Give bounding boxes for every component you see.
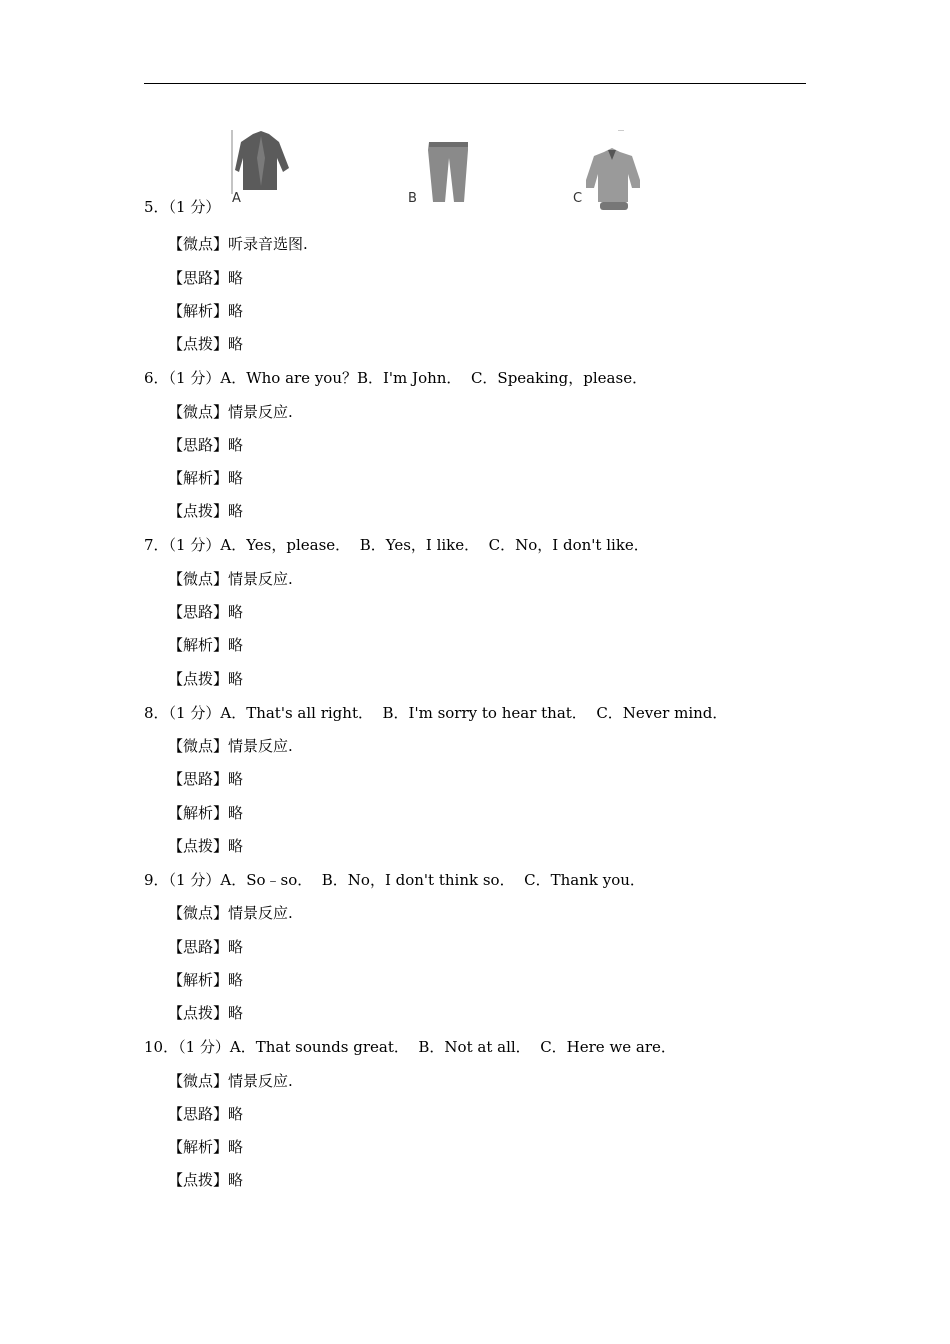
question-5-stem: 5．（1 分） [144, 198, 221, 216]
trousers-icon [424, 140, 472, 204]
q6-note-silu: 【思路】略 [168, 436, 244, 454]
choice-a-label: A [232, 191, 241, 206]
q10-note-silu: 【思路】略 [168, 1105, 244, 1123]
q5-note-weidian: 【微点】听录音选图. [168, 235, 308, 253]
q6-note-dianbo: 【点拨】略 [168, 502, 244, 520]
q8-note-weidian: 【微点】情景反应. [168, 737, 293, 755]
choice-c-image [584, 130, 644, 212]
q7-note-weidian: 【微点】情景反应. [168, 570, 293, 588]
q8-note-jiexi: 【解析】略 [168, 804, 244, 822]
q9-note-silu: 【思路】略 [168, 938, 244, 956]
q9-note-dianbo: 【点拨】略 [168, 1004, 244, 1022]
question-9-stem: 9．（1 分）A．So﹣so． B．No，I don't think so． C．Thank you． [144, 871, 645, 889]
q10-note-jiexi: 【解析】略 [168, 1138, 244, 1156]
choice-b-image [424, 140, 472, 204]
q6-note-weidian: 【微点】情景反应. [168, 403, 293, 421]
q5-note-silu: 【思路】略 [168, 269, 244, 287]
question-8-stem: 8．（1 分）A．That's all right． B．I'm sorry to hear that． C．Never mind． [144, 704, 728, 722]
q5-note-dianbo: 【点拨】略 [168, 335, 244, 353]
q9-note-weidian: 【微点】情景反应. [168, 904, 293, 922]
q8-note-dianbo: 【点拨】略 [168, 837, 244, 855]
jacket-icon [231, 128, 293, 196]
choice-a-image [231, 128, 293, 196]
choice-c-label: C [573, 191, 583, 206]
q5-note-jiexi: 【解析】略 [168, 302, 244, 320]
q9-note-jiexi: 【解析】略 [168, 971, 244, 989]
q7-note-dianbo: 【点拨】略 [168, 670, 244, 688]
q8-note-silu: 【思路】略 [168, 770, 244, 788]
choice-b-label: B [408, 191, 417, 206]
q7-note-silu: 【思路】略 [168, 603, 244, 621]
question-6-stem: 6．（1 分）A．Who are you？B．I'm John． C．Speaking，please． [144, 369, 648, 387]
q7-note-jiexi: 【解析】略 [168, 636, 244, 654]
header-rule [144, 83, 806, 84]
question-7-stem: 7．（1 分）A．Yes，please． B．Yes，I like． C．No，I don't like． [144, 536, 649, 554]
question-10-stem: 10．（1 分）A．That sounds great． B．Not at all． C．Here we are． [144, 1038, 676, 1056]
q10-note-weidian: 【微点】情景反应. [168, 1072, 293, 1090]
q6-note-jiexi: 【解析】略 [168, 469, 244, 487]
q10-note-dianbo: 【点拨】略 [168, 1171, 244, 1189]
sweater-icon [584, 130, 644, 212]
